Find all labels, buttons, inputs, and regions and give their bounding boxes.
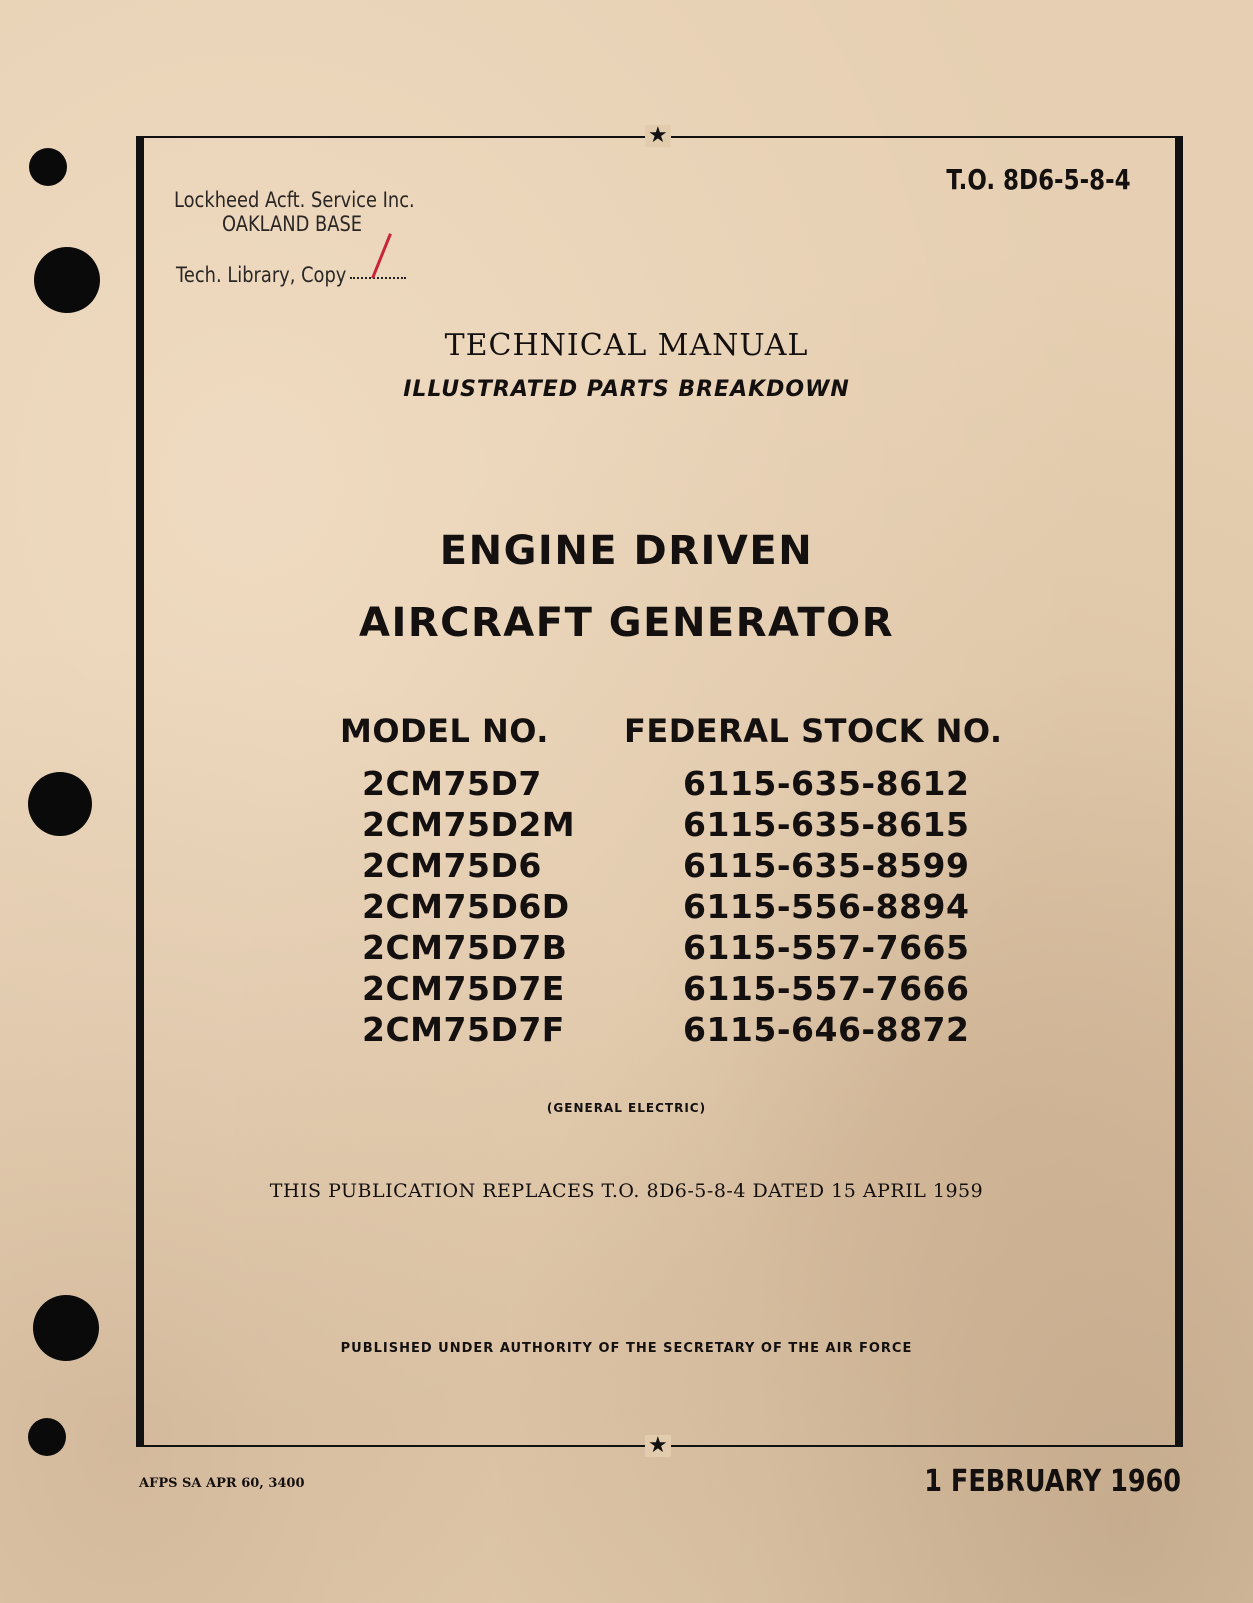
heading-illustrated-parts-breakdown: ILLUSTRATED PARTS BREAKDOWN — [403, 377, 850, 402]
heading-technical-manual: TECHNICAL MANUAL — [444, 328, 809, 363]
stock-number: 6115-646-8872 — [683, 1010, 970, 1049]
stock-number: 6115-557-7666 — [683, 969, 970, 1008]
binder-hole — [34, 247, 100, 313]
model-number: 2CM75D2M — [362, 805, 576, 844]
header-model-no: MODEL NO. — [340, 712, 549, 750]
publication-date: 1 FEBRUARY 1960 — [924, 1464, 1181, 1499]
stock-number: 6115-635-8599 — [683, 846, 970, 885]
stamp-company: Lockheed Acft. Service Inc. — [174, 188, 415, 212]
star-ornament-bottom: ★ — [645, 1435, 671, 1457]
stock-number: 6115-635-8612 — [683, 764, 970, 803]
model-number: 2CM75D6D — [362, 887, 570, 926]
title-line2: AIRCRAFT GENERATOR — [359, 600, 894, 646]
stock-number: 6115-556-8894 — [683, 887, 970, 926]
replaces-notice: THIS PUBLICATION REPLACES T.O. 8D6-5-8-4 DATED 15 APRIL 1959 — [269, 1180, 984, 1202]
binder-hole — [29, 148, 67, 186]
print-code: AFPS SA APR 60, 3400 — [139, 1476, 305, 1491]
model-number: 2CM75D7F — [362, 1010, 565, 1049]
model-number: 2CM75D7B — [362, 928, 568, 967]
model-number: 2CM75D6 — [362, 846, 542, 885]
model-number: 2CM75D7E — [362, 969, 565, 1008]
stock-number: 6115-635-8615 — [683, 805, 970, 844]
stamp-copy-label: Tech. Library, Copy — [176, 263, 347, 287]
stamp-copy-dotted-line — [350, 277, 406, 279]
binder-hole — [28, 1418, 66, 1456]
copy-check-mark — [371, 233, 392, 279]
stamp-base: OAKLAND BASE — [222, 212, 363, 236]
binder-hole — [28, 772, 92, 836]
title-line1: ENGINE DRIVEN — [439, 528, 814, 574]
header-federal-stock-no: FEDERAL STOCK NO. — [624, 712, 1003, 750]
authority-statement: PUBLISHED UNDER AUTHORITY OF THE SECRETARY OF THE AIR FORCE — [340, 1341, 913, 1356]
to-number: T.O. 8D6-5-8-4 — [946, 163, 1131, 196]
star-ornament-top: ★ — [645, 125, 671, 147]
manufacturer: (GENERAL ELECTRIC) — [546, 1101, 707, 1115]
stock-number: 6115-557-7665 — [683, 928, 970, 967]
model-number: 2CM75D7 — [362, 764, 542, 803]
